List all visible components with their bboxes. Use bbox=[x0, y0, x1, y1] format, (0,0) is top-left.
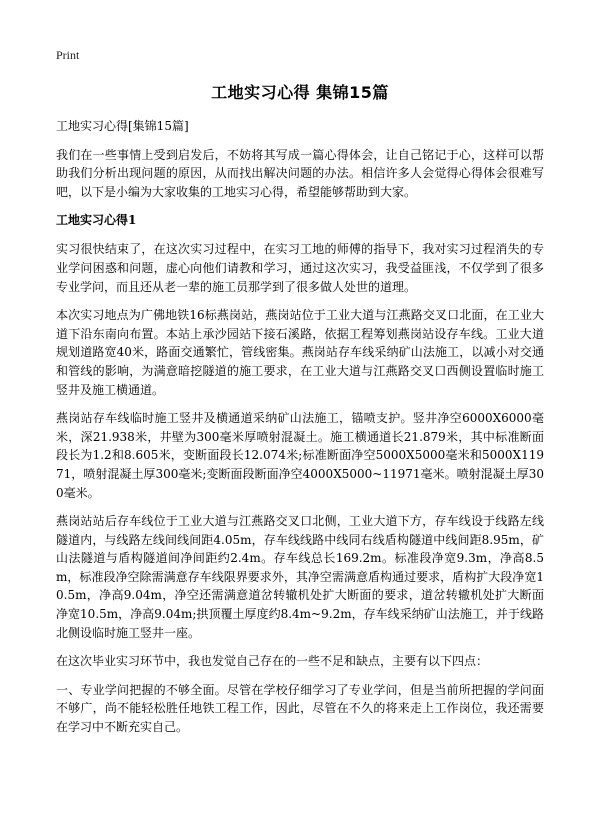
page-title: 工地实习心得 集锦15篇 bbox=[211, 83, 389, 102]
body-paragraph: 燕岗站存车线临时施工竖井及横通道采纳矿山法施工，锚喷支护。竖井净空6000X6000毫米，深21.938米，井壁为300毫米厚喷射混凝土。施工横通道长21.879米，其中标准断面段长为1.2和8.605米，变断面段长12.074米;标准断面净空5000X5000毫米和5000X11971，喷射混凝土厚300毫米;变断面段断面净空4000X5000~11971毫米。喷射混凝土厚300毫米。 bbox=[56, 411, 544, 500]
intro-paragraph: 我们在一些事情上受到启发后，不妨将其写成一篇心得体会，让自己铭记于心，这样可以帮助我们分析出现问题的原因，从而找出解决问题的办法。相信许多人会觉得心得体会很难写吧，以下是小编为大家收集的工地实习心得，希望能够帮助到大家。 bbox=[56, 147, 544, 199]
document-body bbox=[56, 117, 544, 747]
document-subtitle: 工地实习心得[集锦15篇] bbox=[56, 119, 189, 133]
body-paragraph: 实习很快结束了，在这次实习过程中，在实习工地的师傅的指导下，我对实习过程消失的专业学问困惑和问题，虚心向他们请教和学习，通过这次实习，我受益匪浅，不仅学到了很多专业学问，而且还从老一辈的施工员那学到了很多做人处世的道理。 bbox=[56, 242, 544, 294]
section-heading: 工地实习心得1 bbox=[56, 213, 137, 228]
body-paragraph: 燕岗站站后存车线位于工业大道与江燕路交叉口北侧，工业大道下方，存车线设于线路左线隧道内，与线路左线间线间距4.05m，存车线线路中线同右线盾构隧道中线间距8.95m，矿山法隧道与盾构隧道间净间距约2.4m。存车线总长169.2m。标准段净宽9.3m，净高8.5m，标准段净空除需满意存车线限界要求外，其净空需满意盾构通过要求，盾构扩大段净宽10.5m，净高9.04m，净空还需满意道岔转辙机处扩大断面的要求，道岔转辙机处扩大断面净宽10.5m，净高9.04m;拱顶覆土厚度约8.4m~9.2m，存车线采纳矿山法施工，并于线路北侧设临时施工竖井一座。 bbox=[56, 514, 544, 640]
body-paragraph: 本次实习地点为广佛地铁16标燕岗站，燕岗站位于工业大道与江燕路交叉口北面，在工业大道下沿东南向布置。本站上承沙园站下接石溪路，依据工程筹划燕岗站设存车线。工业大道规划道路宽40米，路面交通繁忙，管线密集。燕岗站存车线采纳矿山法施工，以减小对交通和管线的影响，为满意暗挖隧道的施工要求，在工业大道与江燕路交叉口西侧设置临时施工竖井及施工横通道。 bbox=[56, 308, 544, 397]
body-paragraph: 一、专业学问把握的不够全面。尽管在学校仔细学习了专业学问，但是当前所把握的学问面不够广，尚不能轻松胜任地铁工程工作，因此，尽管在不久的将来走上工作岗位，我还需要在学习中不断充实自己。 bbox=[56, 682, 544, 735]
body-paragraph: 在这次毕业实习环节中，我也发觉自己存在的一些不足和缺点，主要有以下四点： bbox=[56, 654, 489, 669]
print-link[interactable]: Print bbox=[56, 48, 80, 62]
